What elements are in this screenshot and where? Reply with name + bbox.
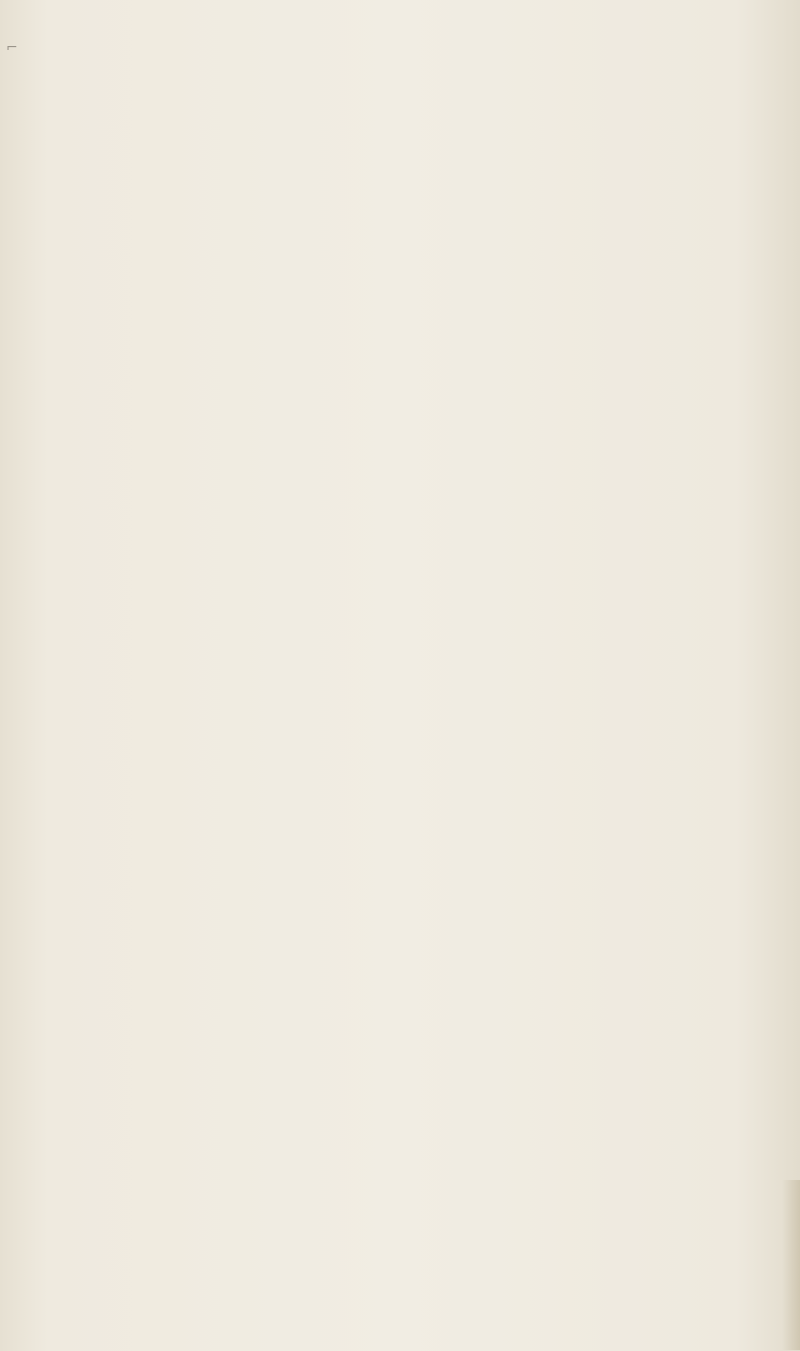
page-edge-stain bbox=[782, 1180, 800, 1350]
margin-mark: ⌐ bbox=[6, 40, 18, 56]
